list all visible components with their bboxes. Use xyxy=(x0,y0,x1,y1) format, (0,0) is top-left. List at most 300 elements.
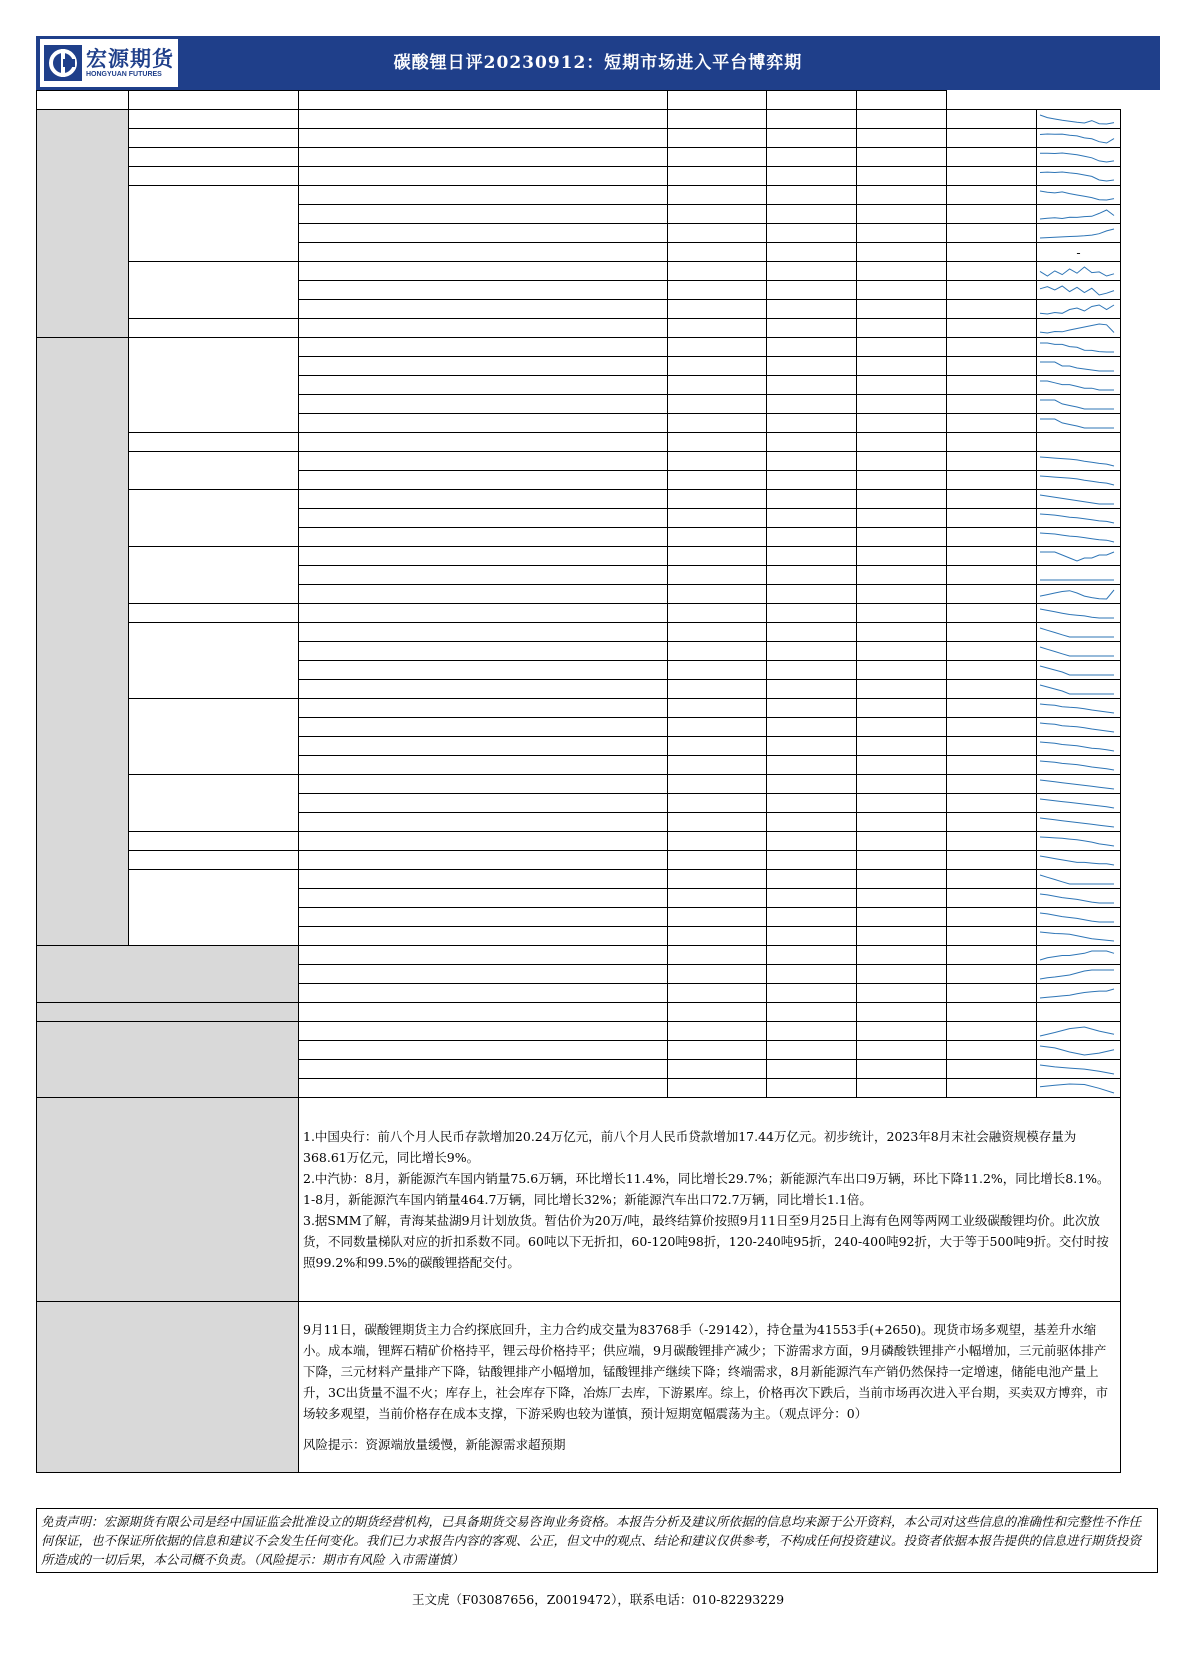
value-cell xyxy=(767,509,857,528)
value-cell xyxy=(668,395,767,414)
trend-cell xyxy=(1037,737,1121,756)
trend-sparkline xyxy=(1037,378,1117,393)
change-value xyxy=(947,148,1037,167)
trend-cell xyxy=(1037,224,1121,243)
indicator-name xyxy=(299,547,668,566)
disclaimer: 免责声明：宏源期货有限公司是经中国证监会批准设立的期货经营机构，已具备期货交易咨询业务资格。本报告分析及建议所依据的信息均来源于公开资料，本公司对这些信息的准确性和完整性不作任何保证，也不保证所依据的信息和建议不会发生任何变化。我们已力求报告内容的客观、公正，但文中的观点、结论和建议仅供参考，不构成任何投资建议。投资者依据本报告提供的信息进行期货投资所造成的一切后果，本公司概不负责。（风险提示：期市有风险 入市需谨慎） xyxy=(36,1508,1158,1573)
value-cell xyxy=(857,414,947,433)
value-cell xyxy=(767,927,857,946)
indicator-name xyxy=(299,205,668,224)
change-value xyxy=(947,528,1037,547)
change-value xyxy=(947,737,1037,756)
change-value xyxy=(947,262,1037,281)
subcategory-anode xyxy=(129,851,299,870)
value-cell xyxy=(767,889,857,908)
value-cell xyxy=(857,452,947,471)
value-cell xyxy=(767,813,857,832)
trend-cell xyxy=(1037,528,1121,547)
change-value xyxy=(947,395,1037,414)
inventory-row xyxy=(37,1022,1121,1041)
indicator-name xyxy=(299,661,668,680)
value-cell xyxy=(767,243,857,262)
trend-line xyxy=(1040,875,1114,884)
value-cell xyxy=(767,566,857,585)
subcategory-c3 xyxy=(129,167,299,186)
trend-sparkline xyxy=(1037,777,1117,792)
trend-line xyxy=(1040,628,1114,637)
indicator-name xyxy=(299,224,668,243)
trend-cell xyxy=(1037,338,1121,357)
indicator-name xyxy=(299,243,668,262)
value-cell xyxy=(767,186,857,205)
change-value xyxy=(947,813,1037,832)
value-cell xyxy=(767,718,857,737)
change-value xyxy=(947,870,1037,889)
trend-line xyxy=(1040,191,1114,200)
subcategory-ternary xyxy=(129,699,299,775)
value-cell xyxy=(767,452,857,471)
value-cell xyxy=(857,946,947,965)
indicator-name xyxy=(299,566,668,585)
indicator-name xyxy=(299,471,668,490)
trend-sparkline xyxy=(1037,169,1117,184)
value-cell xyxy=(767,1041,857,1060)
change-value xyxy=(947,965,1037,984)
trend-line xyxy=(1040,552,1114,561)
value-cell xyxy=(857,186,947,205)
value-cell xyxy=(767,224,857,243)
value-cell xyxy=(857,737,947,756)
trend-sparkline xyxy=(1037,492,1117,507)
change-value xyxy=(947,908,1037,927)
trend-line xyxy=(1040,932,1114,941)
value-cell xyxy=(767,490,857,509)
trend-line xyxy=(1040,818,1114,827)
indicator-name xyxy=(299,927,668,946)
change-value xyxy=(947,832,1037,851)
table-row xyxy=(37,186,1121,205)
table-row xyxy=(37,167,1121,186)
change-value xyxy=(947,167,1037,186)
value-cell xyxy=(668,471,767,490)
trend-header xyxy=(1037,1003,1121,1022)
table-row xyxy=(37,699,1121,718)
indicator-name xyxy=(299,1060,668,1079)
value-cell xyxy=(767,661,857,680)
trend-line xyxy=(1040,761,1114,770)
date-header xyxy=(668,91,767,110)
trend-cell xyxy=(1037,148,1121,167)
value-cell xyxy=(767,908,857,927)
change-value xyxy=(947,338,1037,357)
trend-header xyxy=(857,91,947,110)
change-value xyxy=(947,566,1037,585)
value-cell xyxy=(857,680,947,699)
value-cell xyxy=(668,205,767,224)
subcategory-lipf6 xyxy=(129,604,299,623)
trend-sparkline xyxy=(1037,283,1117,298)
trend-cell xyxy=(1037,414,1121,433)
value-cell xyxy=(767,1022,857,1041)
trend-sparkline xyxy=(1037,568,1117,583)
trend-line xyxy=(1040,913,1114,922)
value-cell xyxy=(767,832,857,851)
trend-sparkline xyxy=(1037,910,1117,925)
value-cell xyxy=(767,110,857,129)
value-cell xyxy=(767,984,857,1003)
trend-line xyxy=(1040,780,1114,789)
trend-line xyxy=(1040,609,1114,618)
news-content xyxy=(299,1098,1121,1302)
trend-sparkline xyxy=(1037,682,1117,697)
value-cell xyxy=(767,205,857,224)
change-value xyxy=(947,129,1037,148)
trend-cell xyxy=(1037,585,1121,604)
value-cell xyxy=(767,433,857,452)
value-cell xyxy=(668,699,767,718)
value-cell xyxy=(668,167,767,186)
change-value xyxy=(947,718,1037,737)
trend-sparkline xyxy=(1037,112,1117,127)
table-row xyxy=(37,262,1121,281)
indicator-name xyxy=(299,870,668,889)
value-cell xyxy=(668,661,767,680)
indicator-name xyxy=(299,148,668,167)
trend-cell xyxy=(1037,205,1121,224)
value-cell xyxy=(668,737,767,756)
value-cell xyxy=(857,604,947,623)
date-header xyxy=(767,1003,857,1022)
trend-cell xyxy=(1037,813,1121,832)
indicator-name xyxy=(299,490,668,509)
trend-sparkline xyxy=(1037,131,1117,146)
table-row xyxy=(37,870,1121,889)
value-cell xyxy=(767,1079,857,1098)
value-cell xyxy=(767,794,857,813)
value-cell xyxy=(857,756,947,775)
value-cell xyxy=(857,300,947,319)
value-cell xyxy=(668,984,767,1003)
value-cell xyxy=(857,376,947,395)
value-cell xyxy=(668,566,767,585)
value-cell xyxy=(857,623,947,642)
table-row xyxy=(37,148,1121,167)
trend-cell xyxy=(1037,965,1121,984)
report-title: 碳酸锂日评20230912：短期市场进入平台博弈期 xyxy=(393,53,803,73)
subcategory-spread2 xyxy=(129,547,299,604)
subcategory-electrolyte xyxy=(129,870,299,946)
change-value xyxy=(947,1041,1037,1060)
trend-line xyxy=(1040,1046,1114,1055)
subcategory-precursor xyxy=(129,623,299,699)
change-value xyxy=(947,699,1037,718)
trend-line xyxy=(1040,723,1114,732)
trend-line xyxy=(1040,989,1114,998)
subcategory-lfp xyxy=(129,775,299,832)
indicator-name xyxy=(299,984,668,1003)
change-value xyxy=(947,851,1037,870)
trend-cell xyxy=(1037,509,1121,528)
trend-cell xyxy=(1037,794,1121,813)
value-cell xyxy=(857,794,947,813)
value-cell xyxy=(857,224,947,243)
indicator-name xyxy=(299,794,668,813)
value-cell xyxy=(767,946,857,965)
trend-cell xyxy=(1037,832,1121,851)
indicator-name xyxy=(299,718,668,737)
trend-line xyxy=(1040,647,1114,656)
trend-line xyxy=(1040,476,1114,485)
indicator-name xyxy=(299,395,668,414)
value-cell xyxy=(857,984,947,1003)
trend-sparkline xyxy=(1037,397,1117,412)
trend-sparkline xyxy=(1037,226,1117,241)
change-value xyxy=(947,509,1037,528)
indicator-name xyxy=(299,1079,668,1098)
change-value xyxy=(947,680,1037,699)
value-cell xyxy=(857,889,947,908)
trend-cell xyxy=(1037,110,1121,129)
value-cell xyxy=(767,338,857,357)
indicator-name xyxy=(299,1022,668,1041)
value-cell xyxy=(668,908,767,927)
value-cell xyxy=(767,680,857,699)
trend-line xyxy=(1040,381,1114,390)
change-value xyxy=(947,452,1037,471)
value-cell xyxy=(767,604,857,623)
change-value xyxy=(947,585,1037,604)
trend-sparkline xyxy=(1037,796,1117,811)
trend-sparkline xyxy=(1037,188,1117,203)
date-header xyxy=(299,91,668,110)
logo-text: 宏源期货 xyxy=(86,48,174,71)
table-row xyxy=(37,832,1121,851)
trend-cell xyxy=(1037,927,1121,946)
value-cell xyxy=(767,148,857,167)
value-cell xyxy=(857,908,947,927)
indicator-name xyxy=(299,129,668,148)
indicator-name xyxy=(299,414,668,433)
value-cell xyxy=(668,1022,767,1041)
change-value xyxy=(947,319,1037,338)
trend-cell xyxy=(1037,376,1121,395)
trend-cell xyxy=(1037,300,1121,319)
value-cell xyxy=(767,376,857,395)
value-cell xyxy=(668,547,767,566)
table-row xyxy=(37,319,1121,338)
subcategory-basis xyxy=(129,319,299,338)
trend-line xyxy=(1040,495,1114,504)
trend-sparkline xyxy=(1037,986,1117,1001)
value-cell xyxy=(767,851,857,870)
value-cell xyxy=(668,718,767,737)
trend-cell xyxy=(1037,1060,1121,1079)
news-item: 3.据SMM了解，青海某盐湖9月计划放货。暂估价为20万/吨，最终结算价按照9月11日至9月25日上海有色网等两网工业级碳酸锂均价。此次放货，不同数量梯队对应的折扣系数不同。60吨以下无折扣，60-120吨98折，120-240吨95折，240-400吨92折，大于等于500吨9折。交付时按照99.2%和99.5%的碳酸锂搭配交付。 xyxy=(303,1213,1109,1270)
header-spacer xyxy=(37,1003,299,1022)
subcategory-ore xyxy=(129,338,299,433)
value-cell xyxy=(767,699,857,718)
value-cell xyxy=(668,642,767,661)
indicator-name xyxy=(299,699,668,718)
indicator-name xyxy=(299,965,668,984)
trend-cell xyxy=(1037,471,1121,490)
value-cell xyxy=(857,851,947,870)
value-cell xyxy=(857,319,947,338)
indicator-name xyxy=(299,338,668,357)
trend-cell xyxy=(1037,357,1121,376)
trend-sparkline xyxy=(1037,606,1117,621)
change-value xyxy=(947,281,1037,300)
indicator-name xyxy=(299,300,668,319)
table-row xyxy=(37,775,1121,794)
trend-sparkline xyxy=(1037,663,1117,678)
value-cell xyxy=(668,832,767,851)
table-row xyxy=(37,110,1121,129)
value-cell xyxy=(857,395,947,414)
trend-sparkline xyxy=(1037,454,1117,469)
trend-cell xyxy=(1037,908,1121,927)
value-cell xyxy=(767,528,857,547)
subcategory-carbonate xyxy=(129,452,299,490)
data-table xyxy=(36,90,1121,1473)
trend-cell xyxy=(1037,1041,1121,1060)
trend-sparkline xyxy=(1037,1081,1117,1096)
trend-sparkline xyxy=(1037,834,1117,849)
category-futures xyxy=(37,110,129,338)
trend-sparkline xyxy=(1037,340,1117,355)
value-cell xyxy=(857,1022,947,1041)
value-cell xyxy=(668,946,767,965)
value-cell xyxy=(668,129,767,148)
trend-cell xyxy=(1037,433,1121,452)
value-cell xyxy=(767,965,857,984)
value-cell xyxy=(668,794,767,813)
subcategory-active xyxy=(129,186,299,262)
value-cell xyxy=(857,775,947,794)
value-cell xyxy=(857,718,947,737)
value-cell xyxy=(857,243,947,262)
trend-line xyxy=(1040,305,1114,314)
subcategory-c1 xyxy=(129,129,299,148)
trend-sparkline xyxy=(1037,587,1117,602)
value-cell xyxy=(857,1041,947,1060)
trend-cell xyxy=(1037,452,1121,471)
change-value xyxy=(947,1022,1037,1041)
date-header xyxy=(857,1003,947,1022)
change-value xyxy=(947,604,1037,623)
value-cell xyxy=(857,547,947,566)
trend-sparkline xyxy=(1037,207,1117,222)
value-cell xyxy=(668,604,767,623)
trend-cell xyxy=(1037,642,1121,661)
indicator-name xyxy=(299,756,668,775)
value-cell xyxy=(857,927,947,946)
trend-line xyxy=(1040,1084,1114,1093)
value-cell xyxy=(767,319,857,338)
trend-cell xyxy=(1037,756,1121,775)
value-cell xyxy=(668,110,767,129)
analyst-contact: 王文虎（F03087656，Z0019472），联系电话：010-82293229 xyxy=(411,1592,785,1607)
change-value xyxy=(947,756,1037,775)
table-row xyxy=(37,433,1121,452)
value-cell xyxy=(767,1060,857,1079)
trend-cell xyxy=(1037,870,1121,889)
trend-line xyxy=(1040,324,1114,333)
trend-line xyxy=(1040,742,1114,751)
value-cell xyxy=(668,414,767,433)
value-cell xyxy=(857,167,947,186)
trend-line xyxy=(1040,400,1114,409)
value-cell xyxy=(767,737,857,756)
value-cell xyxy=(767,395,857,414)
value-cell xyxy=(668,623,767,642)
change-value xyxy=(947,357,1037,376)
indicator-name xyxy=(299,946,668,965)
value-cell xyxy=(668,528,767,547)
indicator-name xyxy=(299,680,668,699)
trend-cell xyxy=(1037,1022,1121,1041)
indicator-name xyxy=(299,775,668,794)
trend-line xyxy=(1040,172,1114,181)
trend-cell xyxy=(1037,680,1121,699)
indicator-name xyxy=(299,357,668,376)
change-value xyxy=(947,547,1037,566)
category-strategy xyxy=(37,1302,299,1473)
value-cell xyxy=(857,433,947,452)
trend-cell xyxy=(1037,851,1121,870)
value-cell xyxy=(668,585,767,604)
trend-line xyxy=(1040,799,1114,808)
value-cell xyxy=(857,148,947,167)
value-cell xyxy=(668,357,767,376)
trend-sparkline xyxy=(1037,264,1117,279)
value-cell xyxy=(767,129,857,148)
indicator-name xyxy=(299,110,668,129)
indicator-name xyxy=(299,319,668,338)
value-cell xyxy=(767,281,857,300)
trend-cell xyxy=(1037,699,1121,718)
trend-cell xyxy=(1037,984,1121,1003)
indicator-name xyxy=(299,509,668,528)
indicator-name xyxy=(299,262,668,281)
trend-line xyxy=(1040,362,1114,371)
value-cell xyxy=(668,452,767,471)
trend-line xyxy=(1040,704,1114,713)
value-cell xyxy=(857,262,947,281)
change-value xyxy=(947,623,1037,642)
value-cell xyxy=(857,566,947,585)
change-value xyxy=(947,300,1037,319)
trend-sparkline xyxy=(1037,1062,1117,1077)
value-cell xyxy=(857,832,947,851)
trend-sparkline xyxy=(1037,625,1117,640)
trend-cell xyxy=(1037,319,1121,338)
indicator-name xyxy=(299,281,668,300)
table-row xyxy=(37,129,1121,148)
trend-cell xyxy=(1037,775,1121,794)
trend-line xyxy=(1040,115,1114,124)
change-header xyxy=(767,91,857,110)
trend-sparkline xyxy=(1037,891,1117,906)
change-value xyxy=(947,224,1037,243)
value-cell xyxy=(857,699,947,718)
change-header xyxy=(947,1003,1037,1022)
change-value xyxy=(947,889,1037,908)
indicator-name xyxy=(299,167,668,186)
category-inventory xyxy=(37,1022,299,1098)
subcategory-near xyxy=(129,110,299,129)
trend-sparkline xyxy=(1037,758,1117,773)
